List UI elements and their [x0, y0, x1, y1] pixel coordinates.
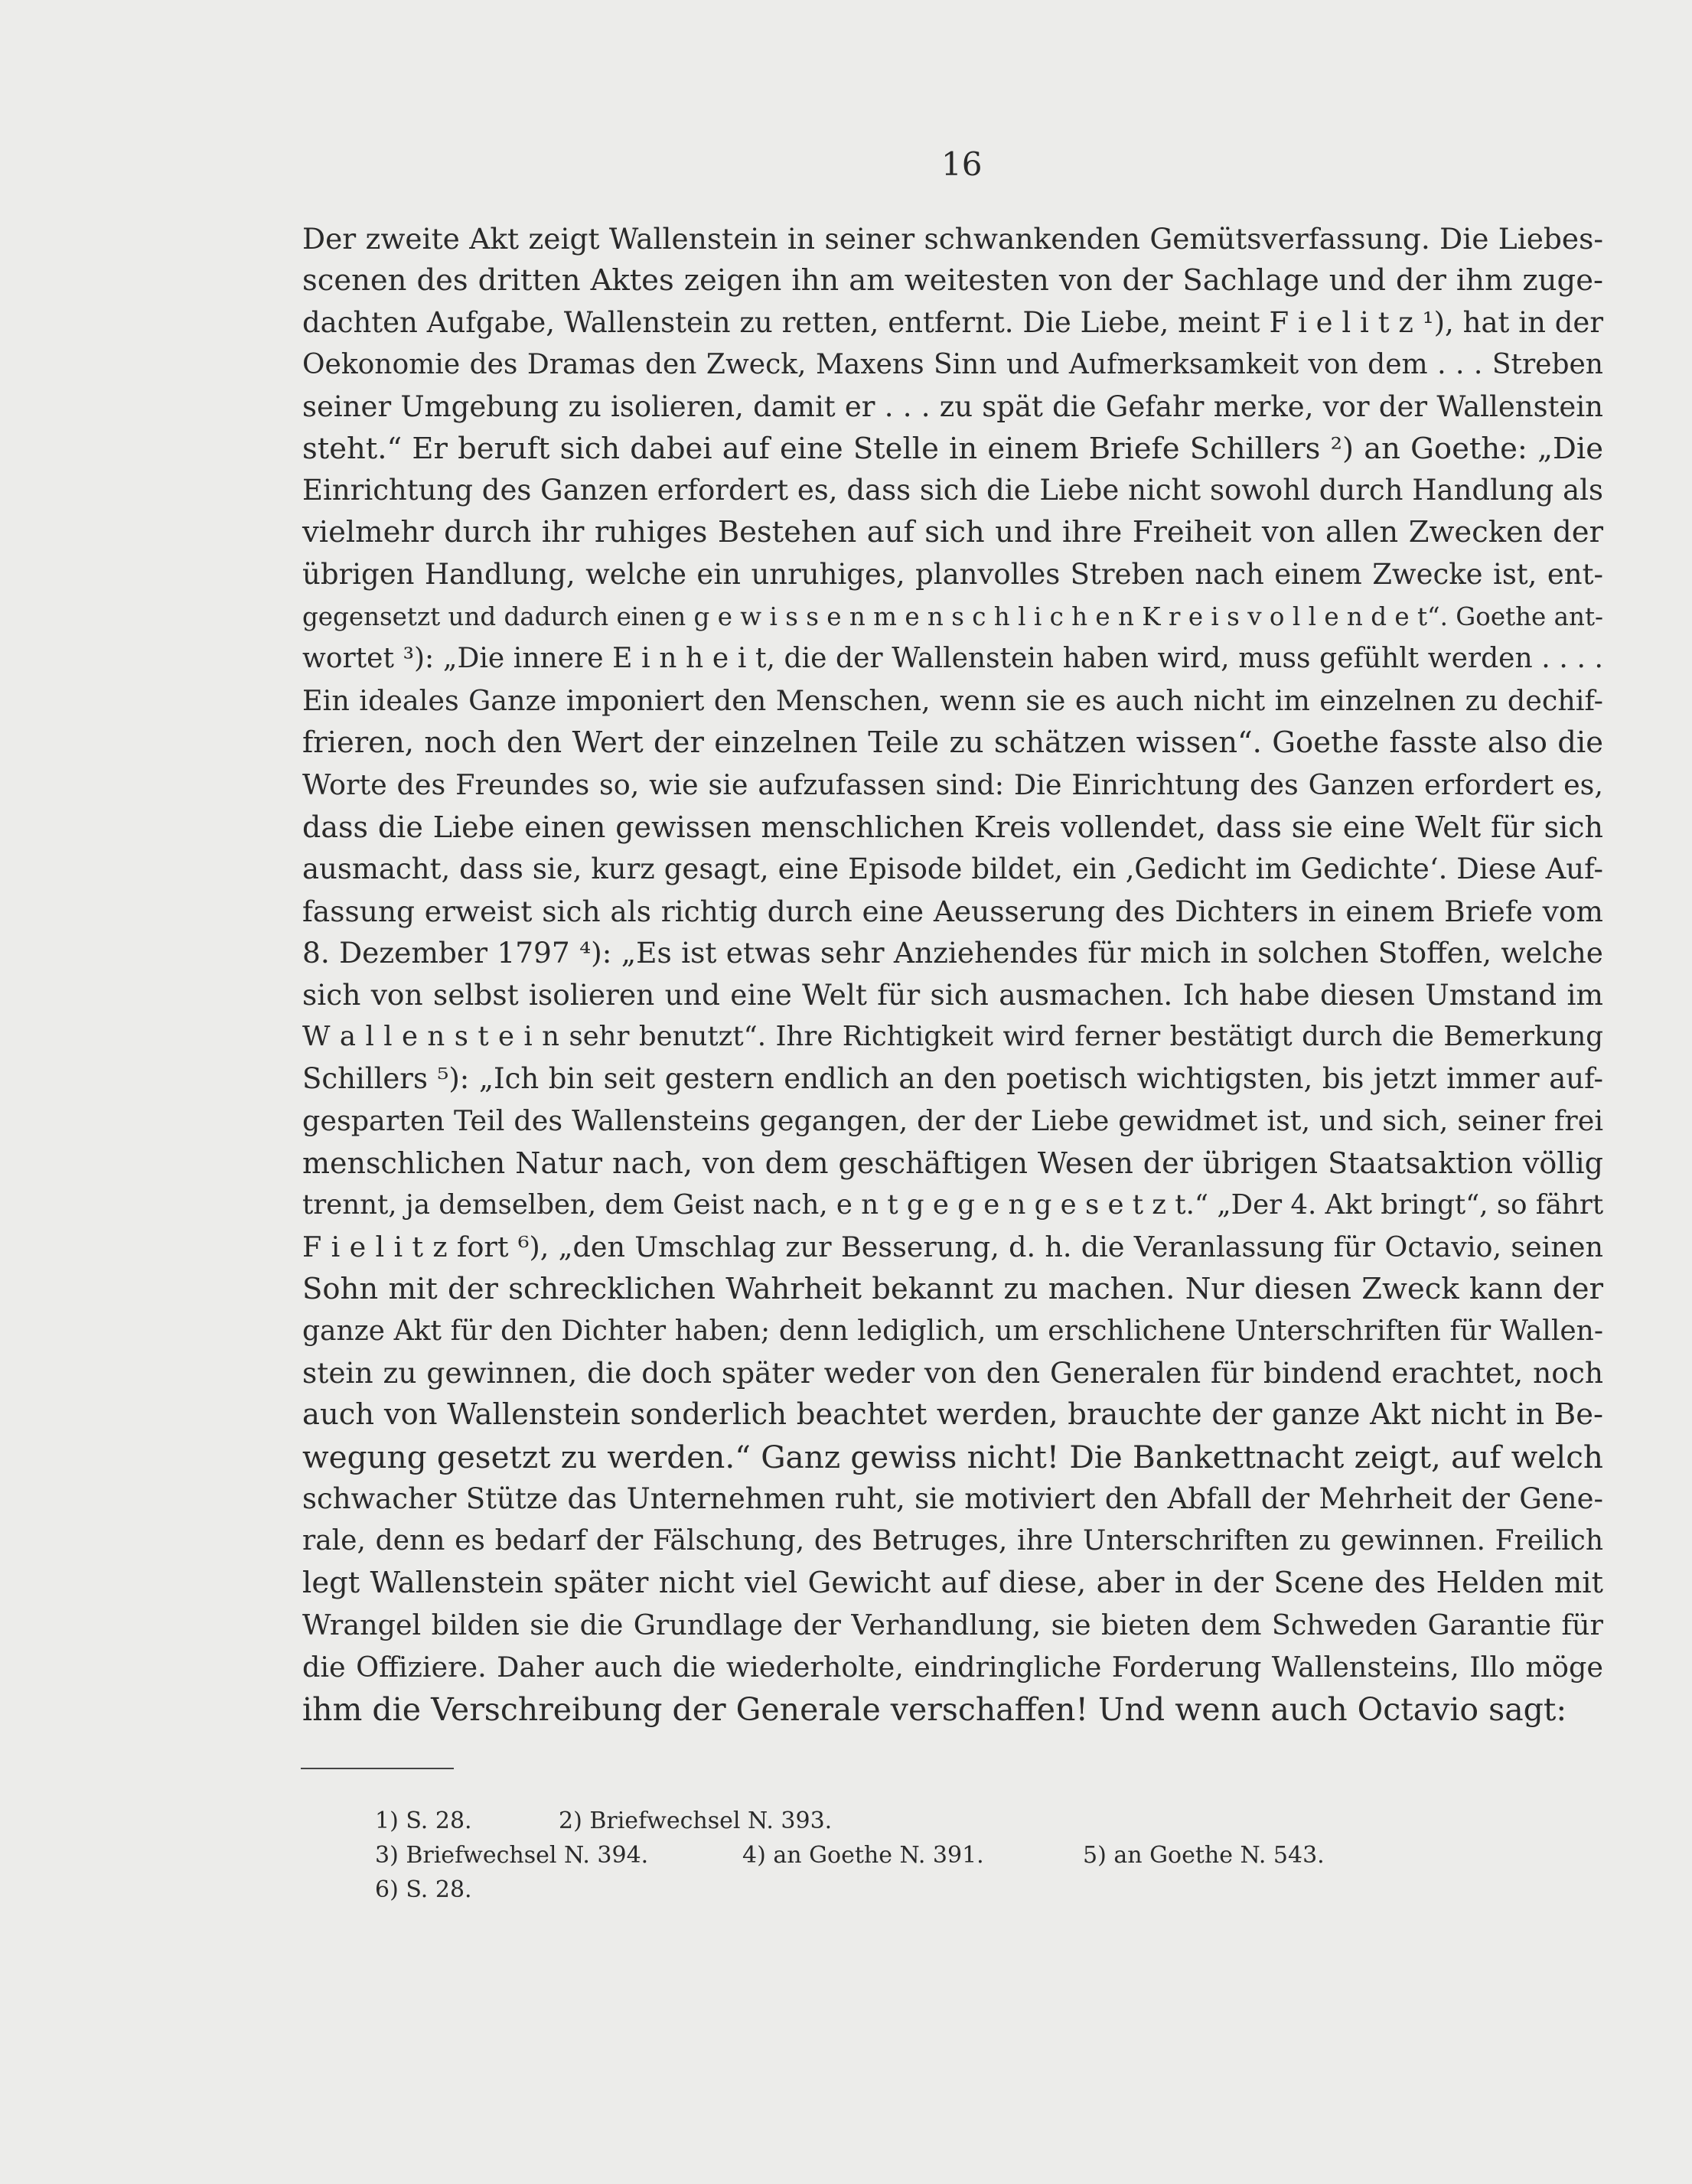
footnote-separator [301, 1768, 454, 1769]
text-line: dass die Liebe einen gewissen menschlichen Kreis vollendet, dass sie eine Welt für sich [302, 810, 1603, 844]
text-line: ihm die Verschreibung der Generale verschaffen! Und wenn auch Octavio sagt: [302, 1690, 1567, 1728]
text-line: legt Wallenstein später nicht viel Gewicht auf diese, aber in der Scene des Helden mit [302, 1566, 1603, 1600]
text-line: fassung erweist sich als richtig durch eine Aeusserung des Dichters in einem Briefe vom [302, 894, 1603, 928]
text-line: steht.“ Er beruft sich dabei auf eine Stelle in einem Briefe Schillers ²) an Goethe: „Die [302, 431, 1603, 466]
text-line: wortet ³): „Die innere E i n h e i t, die der Wallenstein haben wird, muss gefühlt werden . . . . [302, 643, 1603, 675]
text-line: trennt, ja demselben, dem Geist nach, e n t g e g e n g e s e t z t.“ „Der 4. Akt bringt“, so fährt [302, 1188, 1604, 1221]
text-line: frieren, noch den Wert der einzelnen Teile zu schätzen wissen“. Goethe fasste also die [302, 725, 1603, 760]
text-line: gegensetzt und dadurch einen g e w i s s e n m e n s c h l i c h e n K r e i s v o l l e n d e t“. Goethe ant- [302, 602, 1603, 632]
body-text [302, 218, 1603, 1731]
footnote-line [375, 1804, 1325, 1838]
text-line: Oekonomie des Dramas den Zweck, Maxens Sinn und Aufmerksamkeit von dem . . . Streben [302, 348, 1603, 380]
text-line: Worte des Freundes so, wie sie aufzufassen sind: Die Einrichtung des Ganzen erfordert es, [302, 768, 1603, 801]
text-line: ausmacht, dass sie, kurz gesagt, eine Episode bildet, ein ‚Gedicht im Gedichte‘. Diese Auf- [302, 852, 1603, 885]
text-line: die Offiziere. Daher auch die wiederholte, eindringliche Forderung Wallensteins, Illo möge [302, 1650, 1603, 1684]
text-line: Wrangel bilden sie die Grundlage der Verhandlung, sie bieten dem Schweden Garantie für [302, 1608, 1603, 1641]
text-line: Ein ideales Ganze imponiert den Menschen, wenn sie es auch nicht im einzelnen zu dechif- [302, 683, 1603, 717]
text-line: seiner Umgebung zu isolieren, damit er . . . zu spät die Gefahr merke, vor der Wallenstein [302, 390, 1603, 423]
text-line: Schillers ⁵): „Ich bin seit gestern endlich an den poetisch wichtigsten, bis jetzt immer auf- [302, 1062, 1603, 1096]
footnote-1: 1) S. 28. [375, 1808, 472, 1834]
text-line: vielmehr durch ihr ruhiges Bestehen auf sich und ihre Freiheit von allen Zwecken der [302, 515, 1603, 550]
text-line: F i e l i t z fort ⁶), „den Umschlag zur Besserung, d. h. die Veranlassung für Octavio, seinen [302, 1230, 1603, 1263]
footnote-4: 4) an Goethe N. 391. [742, 1842, 984, 1869]
footnote-2: 2) Briefwechsel N. 393. [559, 1808, 833, 1834]
text-line: auch von Wallenstein sonderlich beachtet werden, brauchte der ganze Akt nicht in Be- [302, 1397, 1603, 1433]
footnotes [375, 1804, 1325, 1907]
text-line: dachten Aufgabe, Wallenstein zu retten, entfernt. Die Liebe, meint F i e l i t z ¹), hat in der [302, 305, 1603, 339]
text-line: scenen des dritten Aktes zeigen ihn am weitesten von der Sachlage und der ihm zuge- [302, 262, 1603, 298]
text-line: Einrichtung des Ganzen erfordert es, dass sich die Liebe nicht sowohl durch Handlung als [302, 474, 1603, 507]
footnote-3: 3) Briefwechsel N. 394. [375, 1842, 649, 1869]
text-line: Der zweite Akt zeigt Wallenstein in seiner schwankenden Gemütsverfassung. Die Liebes- [302, 222, 1603, 256]
footnote-6: 6) S. 28. [375, 1876, 472, 1903]
footnote-5: 5) an Goethe N. 543. [1083, 1842, 1325, 1869]
text-line: ganze Akt für den Dichter haben; denn lediglich, um erschlichene Unterschriften für Wallen- [302, 1315, 1603, 1347]
text-line: gesparten Teil des Wallensteins gegangen, der der Liebe gewidmet ist, und sich, seiner frei [302, 1104, 1603, 1138]
page-number: 16 [941, 145, 983, 183]
text-line: übrigen Handlung, welche ein unruhiges, planvolles Streben nach einem Zwecke ist, ent- [302, 558, 1603, 592]
text-line: menschlichen Natur nach, von dem geschäftigen Wesen der übrigen Staatsaktion völlig [302, 1146, 1603, 1180]
text-line: Sohn mit der schrecklichen Wahrheit bekannt zu machen. Nur diesen Zweck kann der [302, 1271, 1603, 1306]
footnote-line [375, 1838, 1325, 1873]
text-line: stein zu gewinnen, die doch später weder von den Generalen für bindend erachtet, noch [302, 1356, 1603, 1390]
text-line: rale, denn es bedarf der Fälschung, des Betruges, ihre Unterschriften zu gewinnen. Freilich [302, 1525, 1603, 1557]
footnote-line [375, 1873, 1325, 1907]
text-line: schwacher Stütze das Unternehmen ruht, sie motiviert den Abfall der Mehrheit der Gene- [302, 1482, 1603, 1516]
text-line: sich von selbst isolieren und eine Welt für sich ausmachen. Ich habe diesen Umstand im [302, 978, 1603, 1012]
text-line: 8. Dezember 1797 ⁴): „Es ist etwas sehr Anziehendes für mich in solchen Stoffen, welche [302, 936, 1603, 970]
text-line: W a l l e n s t e i n sehr benutzt“. Ihre Richtigkeit wird ferner bestätigt durch die Bemerkung [302, 1021, 1603, 1053]
text-line: wegung gesetzt zu werden.“ Ganz gewiss nicht! Die Bankettnacht zeigt, auf welch [302, 1439, 1603, 1476]
